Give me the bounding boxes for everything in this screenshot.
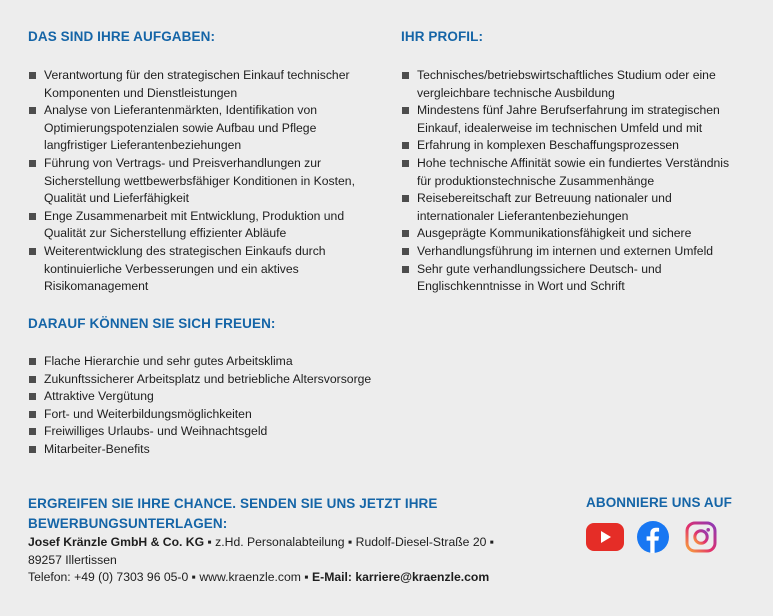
benefits-list	[28, 353, 428, 459]
youtube-icon[interactable]	[586, 521, 624, 553]
contact-phone-line	[28, 569, 528, 587]
profile-list	[401, 67, 746, 296]
list-item: Weiterentwicklung des strategischen Einkaufs durch kontinuierliche Verbesserungen und ein aktives Risikomanagement	[28, 243, 378, 296]
list-item: Mitarbeiter-Benefits	[28, 441, 428, 459]
list-item: Attraktive Vergütung	[28, 388, 428, 406]
benefits-section	[28, 315, 428, 459]
tasks-heading: DAS SIND IHRE AUFGABEN:	[28, 29, 216, 44]
list-item: Erfahrung in komplexen Beschaffungsprozessen	[401, 137, 746, 155]
benefits-heading: DARAUF KÖNNEN SIE SICH FREUEN:	[28, 316, 276, 331]
list-item: Flache Hierarchie und sehr gutes Arbeitsklima	[28, 353, 428, 371]
tasks-list	[28, 67, 378, 296]
list-item: Hohe technische Affinität sowie ein fundiertes Verständnis für produktionstechnische Zusammenhänge	[401, 155, 746, 190]
list-item: Zukunftssicherer Arbeitsplatz und betriebliche Altersvorsorge	[28, 371, 428, 389]
social-section	[586, 494, 756, 553]
list-item: Führung von Vertrags- und Preisverhandlungen zur Sicherstellung wettbewerbsfähiger Konditionen in Kosten, Qualität und Lieferfähigkeit	[28, 155, 378, 208]
profile-heading: IHR PROFIL:	[401, 29, 484, 44]
contact-section	[28, 494, 528, 587]
list-item: Freiwilliges Urlaubs- und Weihnachtsgeld	[28, 423, 428, 441]
phone-web-text[interactable]: Telefon: +49 (0) 7303 96 05-0 ▪ www.kraenzle.com ▪	[28, 570, 313, 584]
list-item: Technisches/betriebswirtschaftliches Studium oder eine vergleichbare technische Ausbildung	[401, 67, 746, 102]
list-item: Mindestens fünf Jahre Berufserfahrung im strategischen Einkauf, idealerweise im technischen Umfeld und mit	[401, 102, 746, 137]
profile-section	[401, 28, 746, 296]
list-item: Fort- und Weiterbildungsmöglichkeiten	[28, 406, 428, 424]
list-item: Verantwortung für den strategischen Einkauf technischer Komponenten und Dienstleistungen	[28, 67, 378, 102]
email-link[interactable]: E-Mail: karriere@kraenzle.com	[312, 570, 490, 584]
list-item: Reisebereitschaft zur Betreuung nationaler und internationaler Lieferantenbeziehungen	[401, 190, 746, 225]
address-text: ▪ z.Hd. Personalabteilung ▪ Rudolf-Diesel-Straße 20 ▪ 89257 Illertissen	[28, 535, 495, 567]
list-item: Verhandlungsführung im internen und externen Umfeld	[401, 243, 746, 261]
list-item: Sehr gute verhandlungssichere Deutsch- und Englischkenntnisse in Wort und Schrift	[401, 261, 746, 296]
social-icons	[586, 521, 756, 553]
list-item: Ausgeprägte Kommunikationsfähigkeit und sichere	[401, 225, 746, 243]
instagram-icon[interactable]	[682, 521, 720, 553]
contact-heading: ERGREIFEN SIE IHRE CHANCE. SENDEN SIE UNS JETZT IHRE BEWERBUNGSUNTERLAGEN:	[28, 496, 438, 531]
tasks-section	[28, 28, 378, 296]
contact-address	[28, 534, 528, 569]
list-item: Analyse von Lieferantenmärkten, Identifikation von Optimierungspotenzialen sowie Aufbau und Pflege langfristiger Lieferantenbeziehungen	[28, 102, 378, 155]
facebook-icon[interactable]	[634, 521, 672, 553]
social-heading: ABONNIERE UNS AUF	[586, 495, 732, 510]
list-item: Enge Zusammenarbeit mit Entwicklung, Produktion und Qualität zur Sicherstellung effizienter Abläufe	[28, 208, 378, 243]
company-name: Josef Kränzle GmbH & Co. KG	[28, 535, 205, 549]
